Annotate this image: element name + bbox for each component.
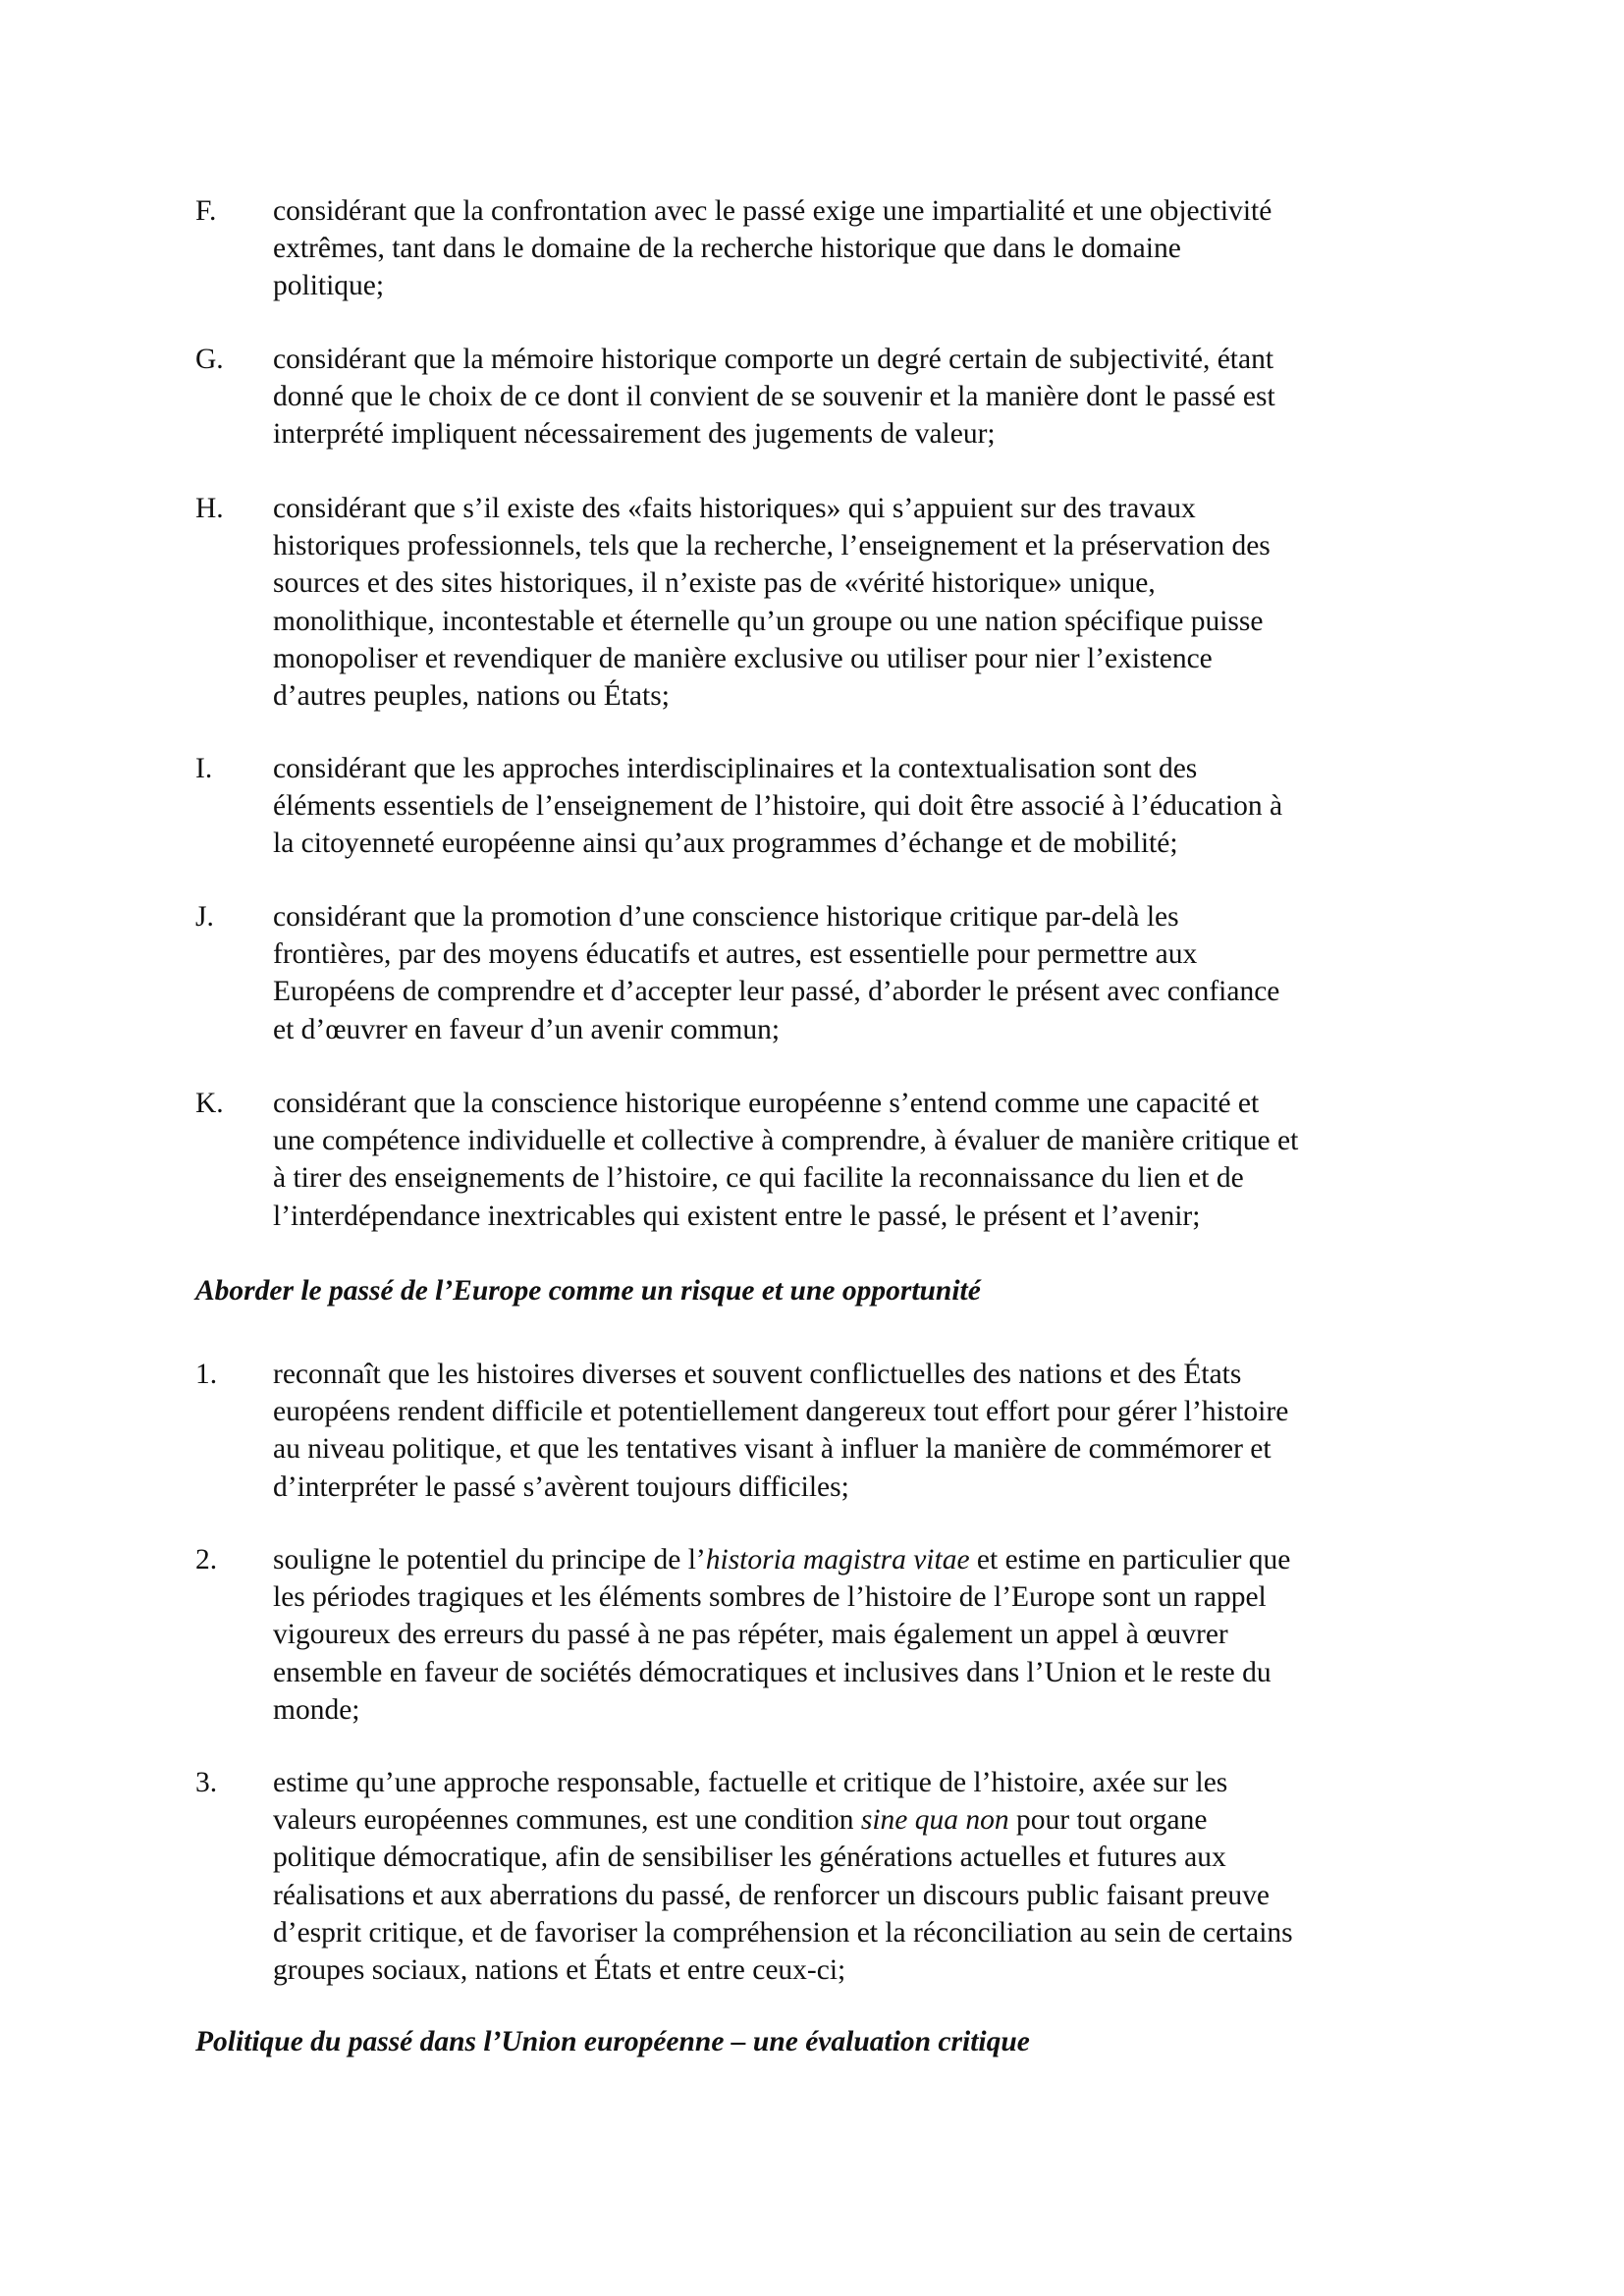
text-line: à tirer des enseignements de l’histoire, ce qui facilite la reconnaissance du lien et de [273, 1162, 1244, 1195]
text-line: et d’œuvrer en faveur d’un avenir commun; [273, 1013, 781, 1045]
text-line: sources et des sites historiques, il n’existe pas de «vérité historique» unique, [273, 567, 1156, 600]
considerant-g [195, 341, 1462, 454]
latin-phrase: historia magistra vitae [705, 1544, 970, 1575]
item-label: H. [195, 493, 224, 524]
text-line: Européens de comprendre et d’accepter leur passé, d’aborder le présent avec confiance [273, 976, 1280, 1008]
section-heading: Aborder le passé de l’Europe comme un risque et une opportunité [195, 1275, 981, 1307]
text-line: considérant que la confrontation avec le passé exige une impartialité et une objectivité [273, 195, 1272, 227]
text-line: politique démocratique, afin de sensibiliser les générations actuelles et futures aux [273, 1842, 1226, 1874]
text-line: vigoureux des erreurs du passé à ne pas répéter, mais également un appel à œuvrer [273, 1619, 1228, 1651]
item-label: G. [195, 344, 224, 375]
text-segment: valeurs européennes communes, est une condition [273, 1804, 861, 1837]
text-line: une compétence individuelle et collective à comprendre, à évaluer de manière critique et [273, 1125, 1299, 1157]
text-line: éléments essentiels de l’enseignement de l’histoire, qui doit être associé à l’éducation à [273, 790, 1283, 823]
text-line: d’interpréter le passé s’avèrent toujours difficiles; [273, 1470, 849, 1503]
text-line: interprété impliquent nécessairement des jugements de valeur; [273, 418, 996, 451]
text-line: les périodes tragiques et les éléments sombres de l’histoire de l’Europe sont un rappel [273, 1581, 1267, 1614]
text-line: groupes sociaux, nations et États et entre ceux-ci; [273, 1954, 846, 1987]
text-line: frontières, par des moyens éducatifs et autres, est essentielle pour permettre aux [273, 938, 1198, 971]
text-line: considérant que la conscience historique européenne s’entend comme une capacité et [273, 1088, 1260, 1119]
text-line: d’esprit critique, et de favoriser la compréhension et la réconciliation au sein de certains [273, 1916, 1293, 1949]
text-line: monde; [273, 1693, 360, 1726]
considerant-k [195, 1085, 1462, 1235]
text-line: politique; [273, 270, 385, 302]
item-label: 3. [195, 1767, 218, 1798]
text-line: réalisations et aux aberrations du passé, de renforcer un discours public faisant preuve [273, 1879, 1270, 1911]
text-line: donné que le choix de ce dont il convient de se souvenir et la manière dont le passé est [273, 381, 1275, 413]
text-line: extrêmes, tant dans le domaine de la recherche historique que dans le domaine [273, 233, 1181, 265]
text-line [273, 1541, 1462, 1578]
section-heading: Politique du passé dans l’Union européenne – une évaluation critique [195, 2026, 1030, 2057]
item-label: K. [195, 1088, 224, 1119]
text-segment: et estime en particulier que [969, 1544, 1291, 1575]
text-line: considérant que s’il existe des «faits historiques» qui s’appuient sur des travaux [273, 493, 1196, 524]
latin-phrase: sine qua non [860, 1804, 1009, 1837]
considerant-i [195, 750, 1462, 863]
text-line: considérant que les approches interdisciplinaires et la contextualisation sont des [273, 753, 1198, 784]
item-label: 1. [195, 1359, 218, 1390]
paragraph-3 [195, 1764, 1462, 1989]
text-line: monolithique, incontestable et éternelle qu’un groupe ou une nation spécifique puisse [273, 605, 1264, 637]
text-segment: pour tout organe [1008, 1804, 1208, 1837]
considerant-f [195, 192, 1462, 305]
item-label: 2. [195, 1544, 218, 1575]
text-line: reconnaît que les histoires diverses et souvent conflictuelles des nations et des États [273, 1359, 1242, 1390]
text-line: la citoyenneté européenne ainsi qu’aux programmes d’échange et de mobilité; [273, 828, 1178, 860]
text-line [273, 1801, 1462, 1839]
text-line: ensemble en faveur de sociétés démocratiques et inclusives dans l’Union et le reste du [273, 1656, 1272, 1688]
text-line: au niveau politique, et que les tentatives visant à influer la manière de commémorer et [273, 1433, 1272, 1466]
text-line: d’autres peuples, nations ou États; [273, 680, 670, 713]
text-line: considérant que la promotion d’une conscience historique critique par-delà les [273, 901, 1179, 933]
paragraph-1 [195, 1356, 1462, 1506]
text-line: monopoliser et revendiquer de manière exclusive ou utiliser pour nier l’existence [273, 642, 1213, 674]
item-label: F. [195, 195, 217, 227]
text-line: l’interdépendance inextricables qui existent entre le passé, le présent et l’avenir; [273, 1200, 1201, 1232]
text-line: européens rendent difficile et potentiellement dangereux tout effort pour gérer l’histoire [273, 1396, 1289, 1428]
text-line: historiques professionnels, tels que la recherche, l’enseignement et la préservation des [273, 530, 1271, 562]
considerant-h [195, 490, 1462, 715]
text-segment: souligne le potentiel du principe de l’ [273, 1544, 706, 1575]
paragraph-2 [195, 1541, 1462, 1729]
item-label: I. [195, 753, 213, 784]
considerant-j [195, 898, 1462, 1048]
text-line: considérant que la mémoire historique comporte un degré certain de subjectivité, étant [273, 344, 1274, 375]
item-label: J. [195, 901, 214, 933]
text-line: estime qu’une approche responsable, factuelle et critique de l’histoire, axée sur les [273, 1767, 1228, 1798]
